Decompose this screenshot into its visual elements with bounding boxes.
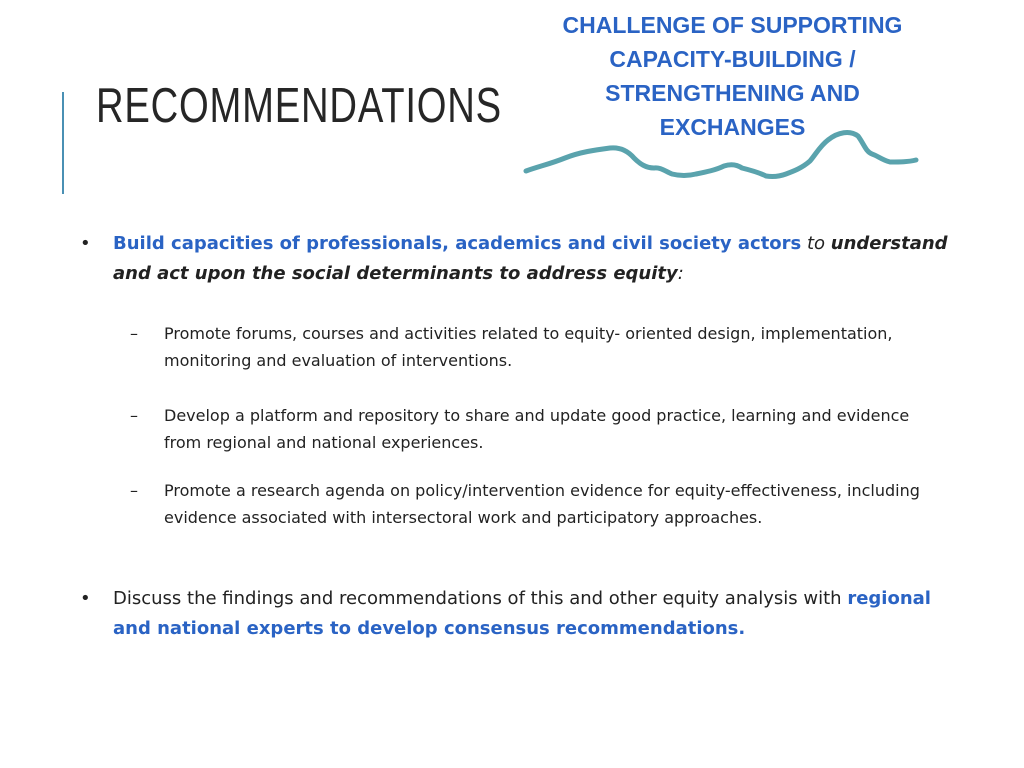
challenge-callout [545, 8, 920, 144]
sub-item-text: Develop a platform and repository to share and update good practice, learning and evidence from regional and national experiences. [164, 406, 910, 452]
dash-icon: – [130, 481, 138, 500]
dash-icon: – [130, 324, 138, 343]
bullet-trail: : [677, 263, 684, 284]
sub-item-forums [130, 320, 950, 374]
sub-item-text: Promote a research agenda on policy/intervention evidence for equity-effectiveness, including evidence associated with intersectoral work and participatory approaches. [164, 481, 920, 527]
sub-item-text: Promote forums, courses and activities related to equity- oriented design, implementation, monitoring and evaluation of interventions. [164, 324, 893, 370]
bullet-build-capacities [80, 229, 960, 289]
bullet-highlight: regional and national experts to develop consensus recommendations. [113, 588, 931, 639]
bullet-discuss-findings [80, 584, 960, 644]
wavy-underline-decoration [520, 126, 920, 186]
bullet-emphasis: understand and act upon the social determinants to address equity [113, 233, 948, 284]
bullet-icon: • [80, 233, 91, 254]
callout-line: CAPACITY-BUILDING / [609, 46, 856, 72]
slide-title: RECOMMENDATIONS [96, 79, 502, 133]
bullet-text [113, 584, 960, 644]
callout-line: EXCHANGES [659, 114, 806, 140]
bullet-plain: Discuss the findings and recommendations of this and other equity analysis with [113, 588, 848, 609]
title-accent-bar [62, 92, 64, 194]
bullet-highlight: Build capacities of professionals, academics and civil society actors [113, 233, 802, 254]
bullet-text [113, 229, 960, 289]
sub-item-research [130, 477, 950, 531]
dash-icon: – [130, 406, 138, 425]
bullet-icon: • [80, 588, 91, 609]
callout-line: CHALLENGE OF SUPPORTING [562, 12, 903, 38]
bullet-connector: to [801, 233, 831, 254]
callout-line: STRENGTHENING AND [605, 80, 860, 106]
sub-item-platform [130, 402, 950, 456]
